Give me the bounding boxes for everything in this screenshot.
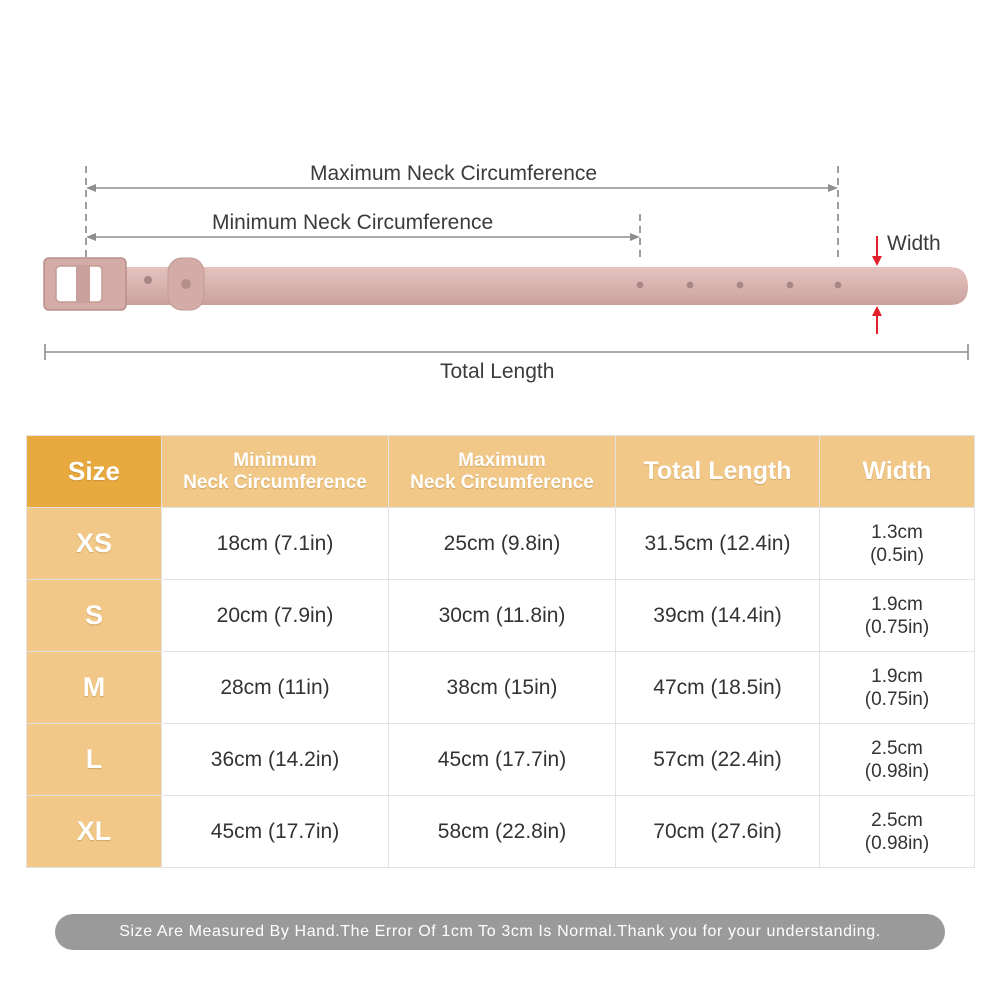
max-arrow-right-head bbox=[828, 184, 838, 192]
header-max-line2: Neck Circumference bbox=[410, 471, 594, 493]
total-length-cell: 70cm (27.6in) bbox=[616, 796, 820, 868]
min-neck-cell: 45cm (17.7in) bbox=[162, 796, 389, 868]
collar-illustration bbox=[44, 258, 968, 310]
header-max-line1: Maximum bbox=[458, 449, 546, 471]
strap-hole bbox=[737, 282, 744, 289]
header-total-length: Total Length bbox=[616, 436, 820, 508]
max-neck-cell: 45cm (17.7in) bbox=[389, 724, 616, 796]
min-arrow-right-head bbox=[630, 233, 640, 241]
header-min-neck bbox=[162, 436, 389, 508]
measurement-note-banner: Size Are Measured By Hand.The Error Of 1cm To 3cm Is Normal.Thank you for your understanding. bbox=[55, 914, 945, 950]
strap-hole bbox=[637, 282, 644, 289]
max-neck-cell: 38cm (15in) bbox=[389, 652, 616, 724]
header-size: Size bbox=[27, 436, 162, 508]
max-arrow-left-head bbox=[86, 184, 96, 192]
width-cm: 1.9cm bbox=[871, 665, 923, 687]
width-cell bbox=[820, 652, 975, 724]
min-neck-cell: 18cm (7.1in) bbox=[162, 508, 389, 580]
width-in: (0.98in) bbox=[864, 832, 930, 854]
max-neck-cell: 58cm (22.8in) bbox=[389, 796, 616, 868]
max-neck-cell: 30cm (11.8in) bbox=[389, 580, 616, 652]
size-cell: XL bbox=[27, 796, 162, 868]
size-cell: XS bbox=[27, 508, 162, 580]
min-neck-cell: 20cm (7.9in) bbox=[162, 580, 389, 652]
width-in: (0.75in) bbox=[864, 688, 930, 710]
header-min-line2: Neck Circumference bbox=[183, 471, 367, 493]
width-cm: 1.9cm bbox=[871, 593, 923, 615]
buckle-prong bbox=[76, 266, 90, 302]
width-arrow-bottom-head bbox=[872, 306, 882, 316]
table-row bbox=[27, 508, 975, 580]
collar-diagram bbox=[0, 0, 1000, 420]
width-in: (0.5in) bbox=[870, 544, 924, 566]
width-cell bbox=[820, 508, 975, 580]
width-cell bbox=[820, 796, 975, 868]
width-in: (0.98in) bbox=[864, 760, 930, 782]
size-cell: L bbox=[27, 724, 162, 796]
table-row bbox=[27, 652, 975, 724]
width-cm: 2.5cm bbox=[871, 809, 923, 831]
size-cell: S bbox=[27, 580, 162, 652]
total-length-label: Total Length bbox=[440, 360, 555, 383]
table-row bbox=[27, 796, 975, 868]
table-header-row bbox=[27, 436, 975, 508]
table-row bbox=[27, 580, 975, 652]
header-width: Width bbox=[820, 436, 975, 508]
width-cell bbox=[820, 724, 975, 796]
strap-hole bbox=[687, 282, 694, 289]
size-cell: M bbox=[27, 652, 162, 724]
strap-rivet bbox=[144, 276, 152, 284]
total-length-cell: 39cm (14.4in) bbox=[616, 580, 820, 652]
max-neck-label: Maximum Neck Circumference bbox=[310, 162, 598, 185]
total-length-cell: 57cm (22.4in) bbox=[616, 724, 820, 796]
width-arrow-top-head bbox=[872, 256, 882, 266]
strap-hole bbox=[787, 282, 794, 289]
header-min-line1: Minimum bbox=[233, 449, 317, 471]
width-cm: 1.3cm bbox=[871, 521, 923, 543]
min-neck-label: Minimum Neck Circumference bbox=[212, 211, 494, 234]
total-length-cell: 31.5cm (12.4in) bbox=[616, 508, 820, 580]
width-cell bbox=[820, 580, 975, 652]
keeper-rivet bbox=[181, 279, 191, 289]
size-chart-table bbox=[26, 435, 975, 868]
width-in: (0.75in) bbox=[864, 616, 930, 638]
strap-hole bbox=[835, 282, 842, 289]
header-max-neck bbox=[389, 436, 616, 508]
min-neck-cell: 28cm (11in) bbox=[162, 652, 389, 724]
width-cm: 2.5cm bbox=[871, 737, 923, 759]
min-arrow-left-head bbox=[86, 233, 96, 241]
width-label: Width bbox=[887, 232, 941, 255]
total-length-cell: 47cm (18.5in) bbox=[616, 652, 820, 724]
min-neck-cell: 36cm (14.2in) bbox=[162, 724, 389, 796]
collar-measurement-svg bbox=[0, 0, 1000, 420]
table-row bbox=[27, 724, 975, 796]
max-neck-cell: 25cm (9.8in) bbox=[389, 508, 616, 580]
